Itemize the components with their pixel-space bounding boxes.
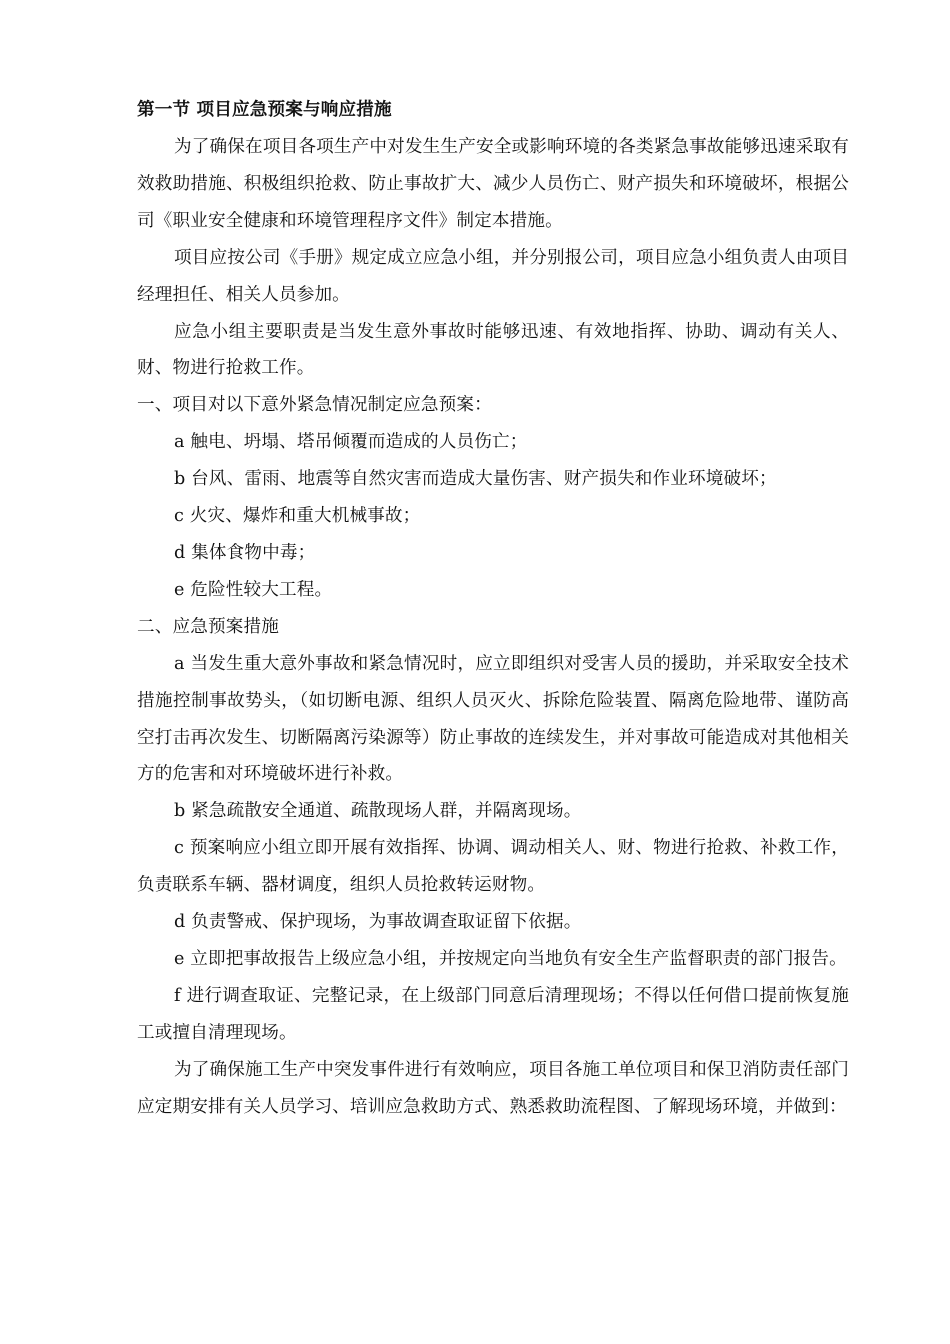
section-1-title: 一、项目对以下意外紧急情况制定应急预案： [137,395,492,416]
section-1-item: b 台风、雷雨、地震等自然灾害而造成大量伤害、财产损失和作业环境破坏； [174,469,777,490]
section-heading: 第一节 项目应急预案与响应措施 [137,100,392,120]
section-2-item: b 紧急疏散安全通道、疏散现场人群，并隔离现场。 [174,801,582,822]
intro-paragraph: 为了确保在项目各项生产中对发生生产安全或影响环境的各类紧急事故能够迅速采取有效救助措施、积极组织抢救、防止事故扩大、减少人员伤亡、财产损失和环境破坏，根据公司《职业安全健康和环境管理程序文件》制定本措施。 [137,137,849,231]
section-2-item: a 当发生重大意外事故和紧急情况时，应立即组织对受害人员的援助，并采取安全技术措施控制事故势头，（如切断电源、组织人员灭火、拆除危险装置、隔离危险地带、谨防高空打击再次发生、切断隔离污染源等）防止事故的连续发生，并对事故可能造成对其他相关方的危害和对环境破坏进行补救。 [137,653,849,785]
document-page [137,92,849,1125]
section-2-title: 二、应急预案措施 [137,616,279,637]
section-2-item: e 立即把事故报告上级应急小组，并按规定向当地负有安全生产监督职责的部门报告。 [174,948,847,969]
section-1-item: a 触电、坍塌、塔吊倾覆而造成的人员伤亡； [174,432,528,453]
duty-paragraph: 应急小组主要职责是当发生意外事故时能够迅速、有效地指挥、协助、调动有关人、财、物进行抢救工作。 [137,321,849,379]
section-2-item: f 进行调查取证、完整记录，在上级部门同意后清理现场；不得以任何借口提前恢复施工或擅自清理现场。 [137,985,849,1043]
section-2-item: c 预案响应小组立即开展有效指挥、协调、调动相关人、财、物进行抢救、补救工作，负责联系车辆、器材调度，组织人员抢救转运财物。 [137,838,849,896]
section-1-item: d 集体食物中毒； [174,542,316,563]
section-2-item: d 负责警戒、保护现场，为事故调查取证留下依据。 [174,912,582,933]
team-paragraph: 项目应按公司《手册》规定成立应急小组，并分别报公司，项目应急小组负责人由项目经理担任、相关人员参加。 [137,247,849,305]
section-1-item: c 火灾、爆炸和重大机械事故； [174,506,421,527]
section-1-item: e 危险性较大工程。 [174,579,333,600]
closing-paragraph: 为了确保施工生产中突发事件进行有效响应，项目各施工单位项目和保卫消防责任部门应定期安排有关人员学习、培训应急救助方式、熟悉救助流程图、了解现场环境，并做到： [137,1059,849,1117]
